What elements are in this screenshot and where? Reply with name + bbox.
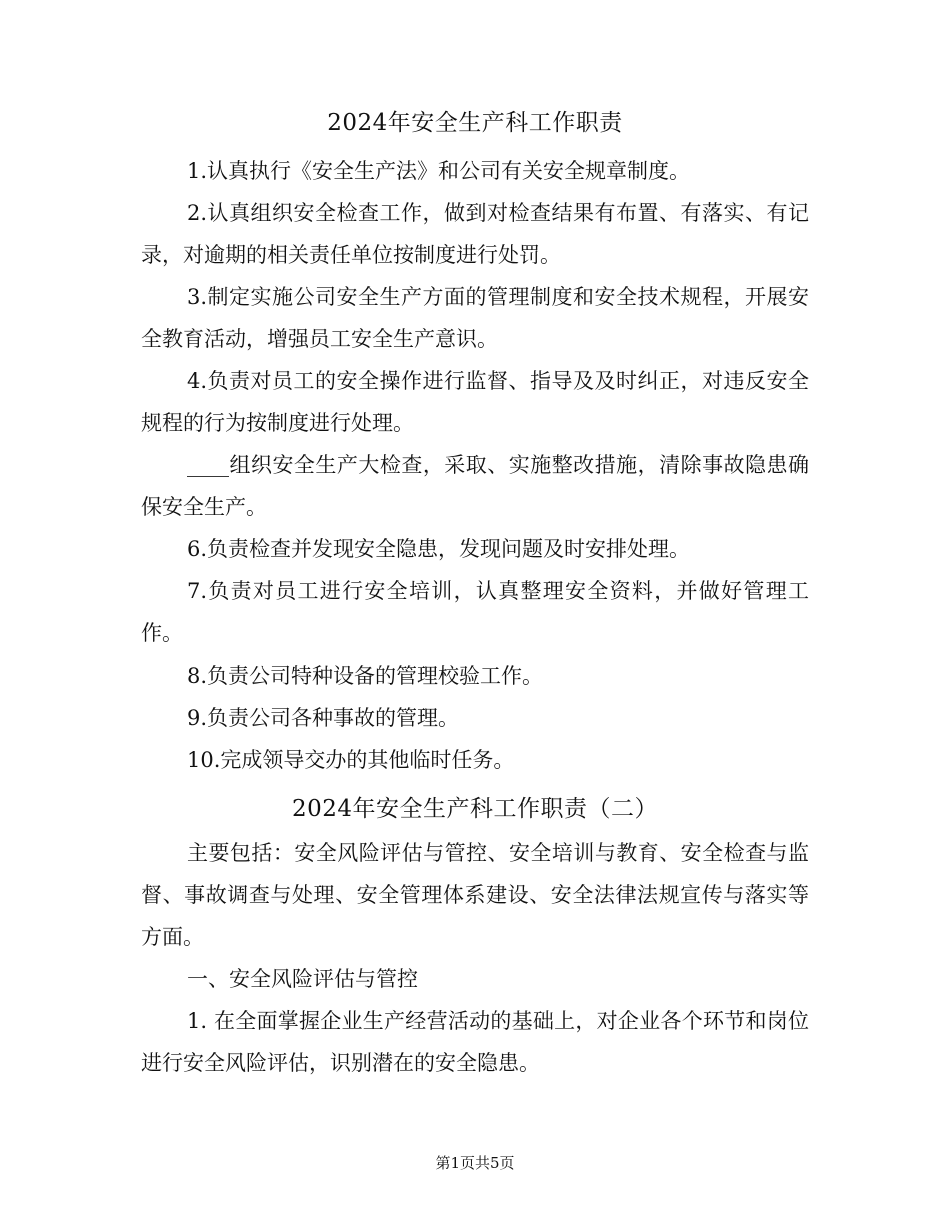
paragraph-item-6: 6.负责检查并发现安全隐患，发现问题及时安排处理。 (187, 537, 691, 561)
section-title: 2024年安全生产科工作职责（二） (291, 796, 659, 822)
subsection-heading: 一、安全风险评估与管控 (187, 967, 418, 991)
subsection-paragraph-1: 1. 在全面掌握企业生产经营活动的基础上，对企业各个环节和岗位进行安全风险评估，识别潜在的安全隐患。 (141, 1009, 809, 1075)
document-title: 2024年安全生产科工作职责 (327, 110, 623, 136)
page-number: 第1页共5页 (435, 1154, 515, 1172)
paragraph-item-7: 7.负责对员工进行安全培训，认真整理安全资料，并做好管理工作。 (141, 579, 809, 645)
paragraph-item-4: 4.负责对员工的安全操作进行监督、指导及及时纠正，对违反安全规程的行为按制度进行处理。 (141, 369, 809, 435)
paragraph-item-8: 8.负责公司特种设备的管理校验工作。 (187, 664, 544, 688)
paragraph-item-2: 2.认真组织安全检查工作，做到对检查结果有布置、有落实、有记录，对逾期的相关责任单位按制度进行处罚。 (141, 201, 809, 267)
summary-paragraph: 主要包括：安全风险评估与管控、安全培训与教育、安全检查与监督、事故调查与处理、安全管理体系建设、安全法律法规宣传与落实等方面。 (141, 841, 809, 949)
paragraph-item-3: 3.制定实施公司安全生产方面的管理制度和安全技术规程，开展安全教育活动，增强员工安全生产意识。 (141, 285, 809, 351)
paragraph-item-10: 10.完成领导交办的其他临时任务。 (187, 748, 515, 772)
paragraph-item-9: 9.负责公司各种事故的管理。 (187, 706, 460, 730)
paragraph-item-1: 1.认真执行《安全生产法》和公司有关安全规章制度。 (187, 159, 691, 183)
paragraph-item-5: ____组织安全生产大检查，采取、实施整改措施，清除事故隐患确保安全生产。 (141, 453, 809, 519)
